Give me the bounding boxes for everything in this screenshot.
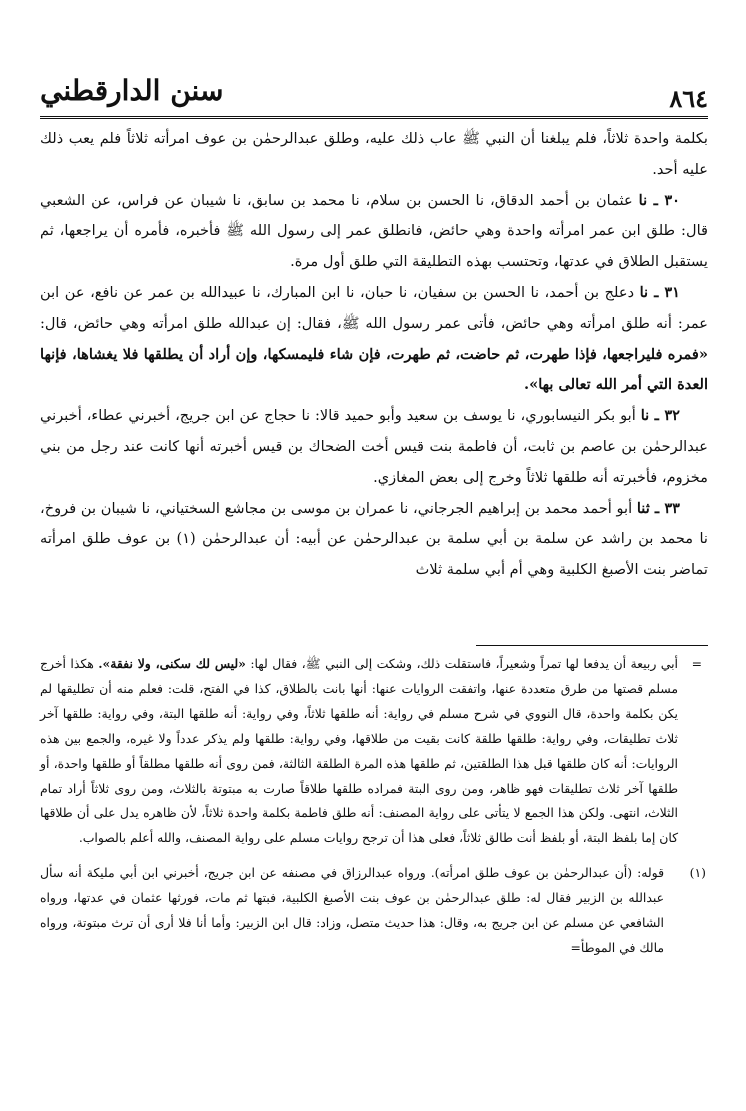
footnote-divider bbox=[476, 645, 708, 646]
footnote-quote: «ليس لك سكنى، ولا نفقة». bbox=[98, 656, 246, 671]
hadith-quote: «فمره فليراجعها، فإذا طهرت، ثم حاضت، ثم طهرت، فإن شاء فليمسكها، وإن أراد أن يطلقها فلا يغشاها، فإنها العدة التي أمر الله تعالى بها». bbox=[40, 345, 708, 394]
hadith-number: ٣٣ ـ ثنا bbox=[636, 499, 680, 517]
paragraph-text: بكلمة واحدة ثلاثاً، فلم يبلغنا أن النبي ﷺ عاب ذلك عليه، وطلق عبدالرحمٰن بن عوف امرأته ثلاثاً فلم يعب ذلك عليه أحد. bbox=[40, 130, 708, 178]
hadith-number: ٣٠ ـ نا bbox=[638, 191, 680, 209]
hadith-33 bbox=[40, 494, 708, 586]
hadith-text: عثمان بن أحمد الدقاق، نا الحسن بن سلام، نا محمد بن سابق، نا شيبان عن فراس، عن الشعبي قال: طلق ابن عمر امرأته واحدة وهي حائض، فانطلق عمر إلى رسول الله ﷺ فأخبره، فأمره أن يراجعها، ثم يستقبل الطلاق في عدتها، وتحتسب بهذه التطليقة التي طلق أول مرة. bbox=[40, 191, 708, 271]
footnote-number: (١) bbox=[689, 865, 706, 881]
main-text bbox=[40, 124, 708, 586]
page-number: ٨٦٤ bbox=[669, 84, 708, 113]
page-header bbox=[40, 70, 708, 120]
hadith-text: أبو أحمد محمد بن إبراهيم الجرجاني، نا عمران بن موسى بن مجاشع السختياني، نا شيبان بن فروخ، نا محمد بن راشد عن سلمة بن أبي سلمة بن عبدالرحمٰن عن أبيه: أن عبدالرحمٰن (١) بن عوف طلق امرأته تماضر بنت الأصبغ الكلبية وهي أم أبي سلمة ثلاث bbox=[40, 499, 708, 579]
hadith-text: دعلج بن أحمد، نا الحسن بن سفيان، نا حبان، نا ابن المبارك، نا عبيدالله بن عمر عن نافع، عن ابن عمر: أنه طلق امرأته وهي حائض، فأتى عمر رسول الله ﷺ، فقال: إن عبدالله طلق امرأته وهي حائض، قال: bbox=[40, 283, 708, 332]
hadith-number: ٣٢ ـ نا bbox=[640, 407, 680, 425]
footnote-1 bbox=[40, 861, 708, 961]
hadith-31 bbox=[40, 278, 708, 401]
header-divider bbox=[40, 116, 708, 119]
footnote-text: أبي ربيعة أن يدفعا لها تمراً وشعيراً، فاستقلت ذلك، وشكت إلى النبي ﷺ، فقال لها: bbox=[245, 656, 678, 671]
footnotes bbox=[40, 652, 708, 961]
footnote-continued bbox=[40, 652, 708, 851]
hadith-number: ٣١ ـ نا bbox=[639, 283, 680, 301]
hadith-30 bbox=[40, 186, 708, 278]
running-title: سنن الدارقطني bbox=[40, 74, 224, 107]
hadith-32 bbox=[40, 401, 708, 493]
hadith-text: أبو بكر النيسابوري، نا يوسف بن سعيد وأبو حميد قالا: نا حجاج عن ابن جريج، أخبرني عطاء، أخبرني عبدالرحمٰن بن عاصم بن ثابت، أن فاطمة بنت قيس أخت الضحاك بن قيس أخبرته أنها كانت عند رجل من بني مخزوم، فأخبرته أنه طلقها ثلاثاً وخرج إلى بعض المغازي. bbox=[40, 407, 708, 486]
continuation-marker: = bbox=[691, 656, 702, 671]
footnote-text: هكذا أخرج مسلم قصتها من طرق متعددة عنها، واتفقت الروايات عنها: أنها بانت بالطلاق، كذا في الفتح، قلت: فعلم منه أن تطليقها لم يكن بكلمة واحدة، قال النووي في شرح مسلم في رواية: أنه طلقها ثلاثاً، وفي رواية: أنه طلقها البتة، وفي رواية: طلقها آخر ثلاث تطليقات، وفي رواية: طلقها طلقة كانت بقيت من طلاقها، وفي رواية: طلقها ولم يذكر عدداً ولا غيره، والجمع بين هذه الروايات: أنه كان طلقها قبل هذا الطلقتين، ثم طلقها هذه المرة الطلقة الثالثة، فمن روى أنه طلقها مطلقاً أو طلقها واحدة، أو طلقها آخر ثلاث تطليقات فهو ظاهر، ومن روى البتة فمراده طلقها طلاقاً صارت به مبتوتة بالثلاث، ومن روى ثلاثاً أراد تمام الثلاث، انتهى. ولكن هذا الجمع لا يتأتى على رواية المصنف: أنه طلق فاطمة بكلمة واحدة ثلاثاً، لأن ظاهره يدل على أن طلاقها كان إما بلفظ البتة، أو بلفظ أنت طالق ثلاثاً، فعلى هذا أن ترجح روايات مسلم على رواية المصنف، والله أعلم بالصواب. bbox=[40, 656, 678, 846]
footnote-text: قوله: (أن عبدالرحمٰن بن عوف طلق امرأته). ورواه عبدالرزاق في مصنفه عن ابن جريج، أخبرني ابن أبي مليكة أنه سأل عبدالله بن الزبير فقال له: طلق عبدالرحمٰن بن عوف بنت الأصبغ الكلبية، فبتها ثم مات، فورثها عثمان في عدتها، ورواه الشافعي عن مسلم عن ابن جريج به، وقال: هذا حديث متصل، وزاد: قال ابن الزبير: وأما أنا فلا أرى أن ترث مبتوتة، ورواه مالك في الموطأ= bbox=[40, 865, 664, 955]
paragraph-continuation bbox=[40, 124, 708, 186]
